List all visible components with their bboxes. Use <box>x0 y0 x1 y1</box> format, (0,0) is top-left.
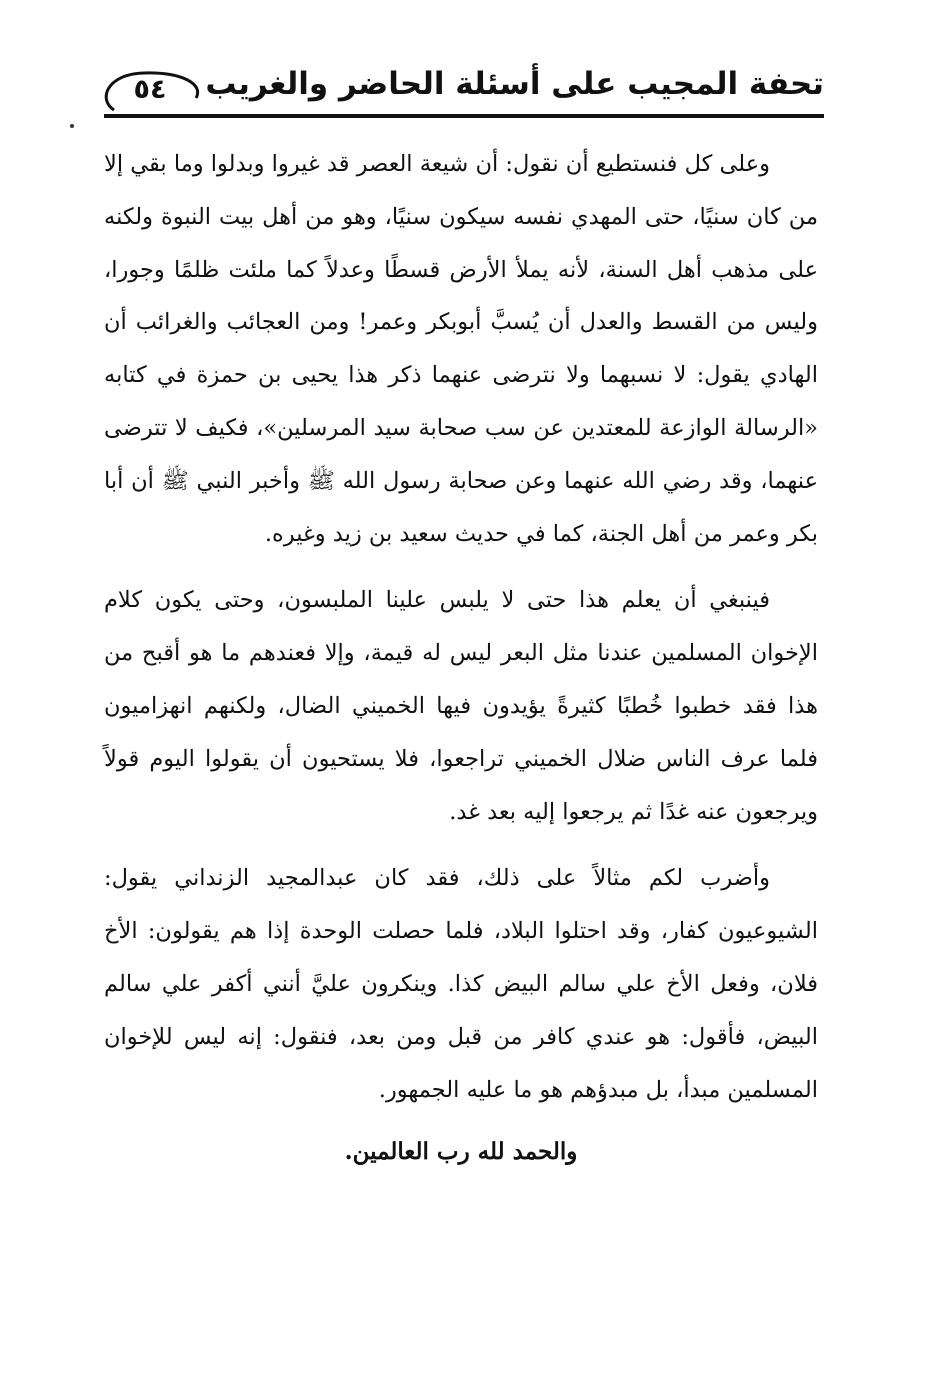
book-title: تحفة المجيب على أسئلة الحاضر والغريب <box>205 66 824 102</box>
scan-speck <box>70 124 74 128</box>
closing-line: والحمد لله رب العالمين. <box>344 1138 578 1166</box>
header-divider <box>104 114 824 118</box>
paragraph-3: وأضرب لكم مثالاً على ذلك، فقد كان عبدالمجيد الزنداني يقول: الشيوعيون كفار، وقد احتلوا البلاد، فلما حصلت الوحدة إذا هم يقولون: الأخ فلان، وفعل الأخ علي سالم البيض كذا. وينكرون عليَّ أنني أكفر علي سالم البيض، فأقول: هو عندي كافر من قبل ومن بعد، فنقول: إنه ليس للإخوان المسلمين مبدأ، بل مبدؤهم هو ما عليه الجمهور. <box>104 865 818 1103</box>
page-number: ٥٤ <box>133 73 167 105</box>
page-body <box>104 138 818 1179</box>
page-header <box>104 62 824 122</box>
paragraph-2: فينبغي أن يعلم هذا حتى لا يلبس علينا الملبسون، وحتى يكون كلام الإخوان المسلمين عندنا مثل البعر ليس له قيمة، وإلا فعندهم ما هو أقبح من هذا فقد خطبوا خُطبًا كثيرةً يؤيدون فيها الخميني الضال، ولكنهم انهزاميون فلما عرف الناس ضلال الخميني تراجعوا، فلا يستحيون أن يقولوا اليوم قولاً ويرجعون عنه غدًا ثم يرجعوا إليه بعد غد. <box>104 587 818 825</box>
paragraph-1: وعلى كل فنستطيع أن نقول: أن شيعة العصر قد غيروا وبدلوا وما بقي إلا من كان سنيًا، حتى المهدي نفسه سيكون سنيًا، وهو من أهل بيت النبوة ولكنه على مذهب أهل السنة، لأنه يملأ الأرض قسطًا وعدلاً كما ملئت ظلمًا وجورا، وليس من القسط والعدل أن يُسبَّ أبوبكر وعمر! ومن العجائب والغرائب أن الهادي يقول: لا نسبهما ولا نترضى عنهما ذكر هذا يحيى بن حمزة في كتابه «الرسالة الوازعة للمعتدين عن سب صحابة سيد المرسلين»، فكيف لا تترضى عنهما، وقد رضي الله عنهما وعن صحابة رسول الله ﷺ وأخبر النبي ﷺ أن أبا بكر وعمر من أهل الجنة، كما في حديث سعيد بن زيد وغيره. <box>104 151 818 547</box>
